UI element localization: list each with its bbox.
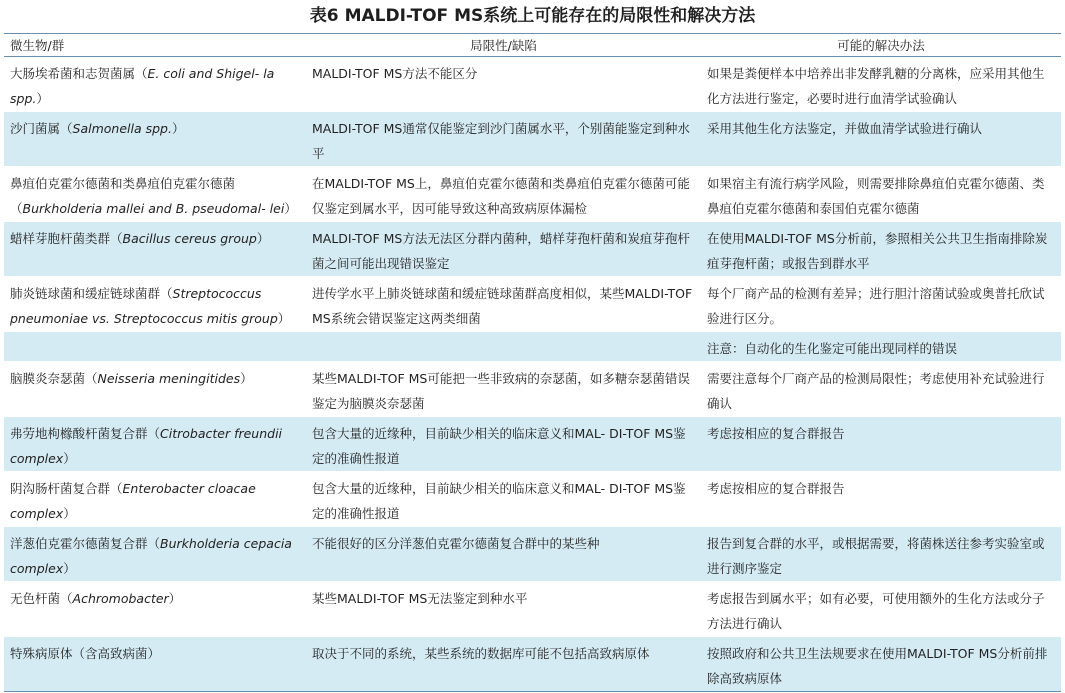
- cell-organism: [4, 112, 306, 167]
- organism-latin-name: Salmonella spp.: [72, 121, 172, 136]
- cell-organism: [4, 167, 306, 222]
- cell-limitation: [306, 332, 701, 362]
- organism-latin-name: Enterobacter cloacae complex: [10, 481, 256, 521]
- organism-name: 脑膜炎奈瑟菌（: [10, 371, 98, 386]
- table-title-text: MALDI-TOF MS系统上可能存在的局限性和解决方法: [344, 6, 756, 26]
- organism-latin-name: Bacillus cereus group: [122, 231, 257, 246]
- organism-name: 特殊病原体（含高致病菌）: [10, 646, 161, 661]
- table-row: [4, 332, 1061, 362]
- header-limitation: 局限性/缺陷: [306, 34, 701, 57]
- organism-latin-name: E. coli and Shigel- la spp.: [10, 66, 275, 106]
- cell-organism: [4, 417, 306, 472]
- cell-limitation: 不能很好的区分洋葱伯克霍尔德菌复合群中的某些种: [306, 527, 701, 582]
- cell-solution: 按照政府和公共卫生法规要求在使用MALDI-TOF MS分析前排除高致病原体: [701, 637, 1061, 692]
- cell-organism: [4, 57, 306, 112]
- table-row: [4, 57, 1061, 112]
- cell-limitation: 某些MALDI-TOF MS可能把一些非致病的奈瑟菌，如多糖奈瑟菌错误鉴定为脑膜炎奈瑟菌: [306, 362, 701, 417]
- organism-close-paren: ）: [284, 201, 297, 216]
- organism-close-paren: ）: [277, 311, 291, 326]
- table-header-row: [4, 34, 1061, 57]
- cell-organism: [4, 362, 306, 417]
- organism-close-paren: ）: [171, 121, 185, 136]
- cell-limitation: 某些MALDI-TOF MS无法鉴定到种水平: [306, 582, 701, 637]
- cell-solution: 考虑按相应的复合群报告: [701, 472, 1061, 527]
- organism-name: 阴沟肠杆菌复合群（: [10, 481, 123, 496]
- cell-organism: [4, 527, 306, 582]
- cell-limitation: MALDI-TOF MS通常仅能鉴定到沙门菌属水平，个别菌能鉴定到种水平: [306, 112, 701, 167]
- cell-limitation: 包含大量的近缘种，目前缺少相关的临床意义和MAL- DI-TOF MS鉴定的准确性报道: [306, 472, 701, 527]
- organism-latin-name: Neisseria meningitides: [97, 371, 241, 386]
- cell-organism: [4, 472, 306, 527]
- header-organism: 微生物/群: [4, 34, 306, 57]
- cell-organism: [4, 222, 306, 277]
- cell-solution: 每个厂商产品的检测有差异；进行胆汁溶菌试验或奥普托欣试验进行区分。: [701, 277, 1061, 332]
- cell-organism: [4, 277, 306, 332]
- header-solution: 可能的解决办法: [701, 34, 1061, 57]
- organism-close-paren: ）: [36, 91, 49, 106]
- table-row: [4, 167, 1061, 222]
- limitations-table: [4, 33, 1061, 692]
- cell-solution: 如果宿主有流行病学风险，则需要排除鼻疽伯克霍尔德菌、类鼻疽伯克霍尔德菌和泰国伯克霍尔德菌: [701, 167, 1061, 222]
- organism-latin-name: Burkholderia mallei and B. pseudomal- lei: [22, 201, 285, 216]
- organism-close-paren: ）: [168, 591, 182, 606]
- cell-limitation: 进传学水平上肺炎链球菌和缓症链球菌群高度相似，某些MALDI-TOF MS系统会错误鉴定这两类细菌: [306, 277, 701, 332]
- cell-solution: 注意：自动化的生化鉴定可能出现同样的错误: [701, 332, 1061, 362]
- cell-limitation: MALDI-TOF MS方法无法区分群内菌种，蜡样芽孢杆菌和炭疽芽孢杆菌之间可能出现错误鉴定: [306, 222, 701, 277]
- organism-latin-name: Achromobacter: [72, 591, 169, 606]
- organism-latin-name: Burkholderia cepacia complex: [10, 536, 292, 576]
- cell-organism: [4, 332, 306, 362]
- organism-name: 洋葱伯克霍尔德菌复合群（: [10, 536, 161, 551]
- organism-name: 沙门菌属（: [10, 121, 73, 136]
- table-title: [0, 3, 1065, 29]
- cell-limitation: MALDI-TOF MS方法不能区分: [306, 57, 701, 112]
- organism-latin-name: Citrobacter freundii complex: [10, 426, 283, 466]
- table-number: 表6: [309, 6, 339, 26]
- table-row: [4, 637, 1061, 692]
- organism-name: 肺炎链球菌和缓症链球菌群（: [10, 286, 173, 301]
- cell-organism: [4, 582, 306, 637]
- table-row: [4, 222, 1061, 277]
- organism-name: 弗劳地枸橼酸杆菌复合群（: [10, 426, 161, 441]
- cell-solution: 考虑报告到属水平；如有必要，可使用额外的生化方法或分子方法进行确认: [701, 582, 1061, 637]
- table-row: [4, 472, 1061, 527]
- organism-close-paren: ）: [63, 561, 76, 576]
- organism-name: 无色杆菌（: [10, 591, 73, 606]
- organism-latin-name: Streptococcus pneumoniae vs. Streptococcus mitis group: [10, 286, 278, 326]
- table-body: [4, 57, 1061, 692]
- table-row: [4, 362, 1061, 417]
- organism-close-paren: ）: [63, 506, 76, 521]
- table-row: [4, 112, 1061, 167]
- organism-close-paren: ）: [63, 451, 76, 466]
- cell-organism: [4, 637, 306, 692]
- organism-close-paren: ）: [256, 231, 270, 246]
- cell-solution: 如果是粪便样本中培养出非发酵乳糖的分离株，应采用其他生化方法进行鉴定，必要时进行血清学试验确认: [701, 57, 1061, 112]
- table-row: [4, 582, 1061, 637]
- cell-solution: 采用其他生化方法鉴定，并做血清学试验进行确认: [701, 112, 1061, 167]
- organism-name: 蜡样芽胞杆菌类群（: [10, 231, 123, 246]
- organism-name: 大肠埃希菌和志贺菌属（: [10, 66, 148, 81]
- table-row: [4, 527, 1061, 582]
- cell-limitation: 在MALDI-TOF MS上，鼻疽伯克霍尔德菌和类鼻疽伯克霍尔德菌可能仅鉴定到属水平，因可能导致这种高致病原体漏检: [306, 167, 701, 222]
- organism-name: 鼻疽伯克霍尔德菌和类鼻疽伯克霍尔德菌（: [10, 176, 236, 216]
- organism-close-paren: ）: [240, 371, 253, 386]
- cell-solution: 考虑按相应的复合群报告: [701, 417, 1061, 472]
- cell-limitation: 取决于不同的系统，某些系统的数据库可能不包括高致病原体: [306, 637, 701, 692]
- cell-solution: 在使用MALDI-TOF MS分析前，参照相关公共卫生指南排除炭疽芽孢杆菌；或报告到群水平: [701, 222, 1061, 277]
- table-row: [4, 417, 1061, 472]
- cell-solution: 需要注意每个厂商产品的检测局限性；考虑使用补充试验进行确认: [701, 362, 1061, 417]
- cell-solution: 报告到复合群的水平，或根据需要，将菌株送往参考实验室或进行测序鉴定: [701, 527, 1061, 582]
- table-row: [4, 277, 1061, 332]
- cell-limitation: 包含大量的近缘种，目前缺少相关的临床意义和MAL- DI-TOF MS鉴定的准确性报道: [306, 417, 701, 472]
